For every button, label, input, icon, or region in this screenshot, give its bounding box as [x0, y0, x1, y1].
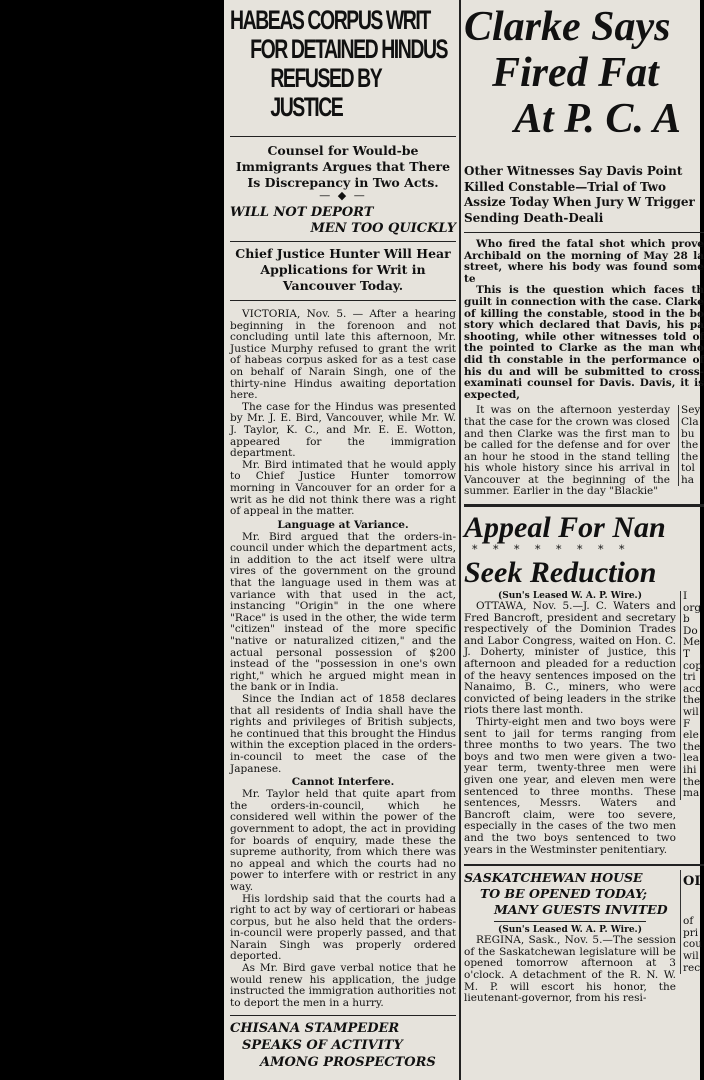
lead-paragraph: Who fired the fatal shot which prove Archibald on the morning of May 28 la street, where his body was found some te	[464, 238, 704, 285]
fragment: acc	[683, 682, 702, 695]
fragment: Sey	[681, 404, 701, 417]
deck2-line-1: WILL NOT DEPORT	[230, 205, 374, 220]
clarke-article-column	[464, 0, 704, 1080]
clarke-line-2: Fired Fat	[492, 50, 659, 96]
newspaper-page	[224, 0, 704, 1080]
fragment: cou	[683, 938, 702, 951]
fragment: cop	[683, 659, 702, 672]
wire-credit: (Sun's Leased W. A. P. Wire.)	[498, 925, 642, 936]
sask-side-fragment	[680, 870, 702, 974]
clarke-headline	[464, 4, 704, 142]
fragment: org	[683, 601, 702, 614]
fragment: ma	[683, 787, 700, 800]
paragraph: Mr. Bird argued that the orders-in-council under which the department acts, in addition to the act itself were ultra vires of the government on the ground that the language used in them was at variance with that used in the act, instancing "Origin" in the one where "Race" is used in the other, the wide term "citizen" instead of the more specific "native or naturalized citizen," and the actual personal possession of $200 instead of the "possession in one's own right," which he argued might mean in the bank or in India.	[230, 530, 456, 694]
paragraph: The case for the Hindus was presented by Mr. J. E. Bird, Vancouver, while Mr. W. J. Taylor, K. C., and Mr. E. E. Wotton, appeared for the immigration department.	[230, 400, 456, 460]
star-divider: * * * * * * * *	[472, 543, 631, 557]
fragment: lea	[683, 752, 699, 765]
seek-headline: Seek Reduction	[464, 556, 657, 590]
paragraph: His lordship said that the courts had a right to act by way of certiorari or habeas corpus, but he also held that the orders-in-council were properly passed, and that Narain Singh was properly ordered deported.	[230, 892, 456, 963]
clarke-lead	[464, 239, 704, 401]
paragraph: Mr. Taylor held that quite apart from the orders-in-council, which he considered well within the power of the government to adopt, the act in providing for boards of enquiry, made these the supreme authority, from which there was no appeal and which the courts had no power to interfere with or restrict in any way.	[230, 788, 456, 893]
sask-line-1: SASKATCHEWAN HOUSE	[464, 870, 643, 886]
fragment: ihi	[683, 763, 697, 776]
deck-will-not-deport	[230, 205, 456, 237]
sask-line-3: MANY GUESTS INVITED	[494, 902, 668, 918]
lead-paragraph-2: This is the question which faces th guilt in connection with the case. Clarke of killing the constable, stood in the bo story which declared that Davis, his pa shooting, while other witnesses told of the pointed to Clarke as the man who did th constable in the performance of his du and will be submitted to cross-examinati counsel for Davis. Davis, it is expected,	[464, 284, 704, 401]
fragment: Do	[683, 624, 698, 637]
fragment: OI	[683, 874, 701, 890]
subhead-language: Language at Variance.	[277, 518, 409, 531]
saskatchewan-headline	[464, 870, 676, 918]
chisana-line-1: CHISANA STAMPEDER	[230, 1021, 400, 1037]
fragment: ha	[681, 473, 695, 486]
deck-counsel: Counsel for Would-be Immigrants Argues that There Is Discrepancy in Two Acts.	[235, 143, 451, 190]
fragment: the	[683, 694, 701, 707]
headline-line-3: REFUSED BY JUSTICE	[270, 63, 381, 122]
appeal-headline: Appeal For Nan	[464, 511, 666, 545]
fragment: b	[683, 613, 690, 626]
fragment: tol	[681, 462, 695, 475]
fragment: F	[683, 717, 691, 730]
fragment: the	[683, 775, 701, 788]
fragment: pri	[683, 926, 699, 939]
deck2-line-2: MEN TOO QUICKLY	[310, 221, 456, 236]
paragraph: Mr. Bird intimated that he would apply to Chief Justice Hunter tomorrow morning in Vancouver for an order for a writ as he did not think there was a right of appeal in the matter.	[230, 458, 456, 518]
paragraph: Thirty-eight men and two boys were sent to jail for terms ranging from three months to two years. The two boys and two men were given a two-year term, twenty-three men were given one year, and eleven men were sentenced to three months. These sentences, Messrs. Waters and Bancroft claim, were too severe, especially in the cases of the two men and the two boys sentenced to two years in the Westminster penitentiary.	[464, 716, 676, 856]
clarke-body	[464, 405, 670, 498]
clarke-line-3: At P. C. A	[514, 96, 681, 142]
fragment: I	[683, 590, 688, 603]
paragraph: OTTAWA, Nov. 5.—J. C. Waters and Fred Bancroft, president and secretary respectively of the Dominion Trades and Labor Congress, waited on Hon. C. J. Doherty, minister of justice, this afternoon and pleaded for a reduction of the heavy sentences imposed on the Nanaimo, B. C., miners, who were convicted of being leaders in the strike riots there last month.	[464, 600, 676, 717]
clarke-line-1: Clarke Says	[464, 4, 671, 50]
fragment: Cla	[681, 415, 699, 428]
appeal-side-fragment	[680, 591, 702, 800]
subhead-cannot-interfere: Cannot Interfere.	[291, 776, 395, 789]
saskatchewan-article	[464, 870, 676, 1005]
column-rule	[459, 0, 461, 1080]
wire-credit: (Sun's Leased W. A. P. Wire.)	[498, 591, 642, 602]
fragment: wil	[683, 949, 699, 962]
chisana-line-3: AMONG PROSPECTORS	[260, 1055, 436, 1071]
paragraph: It was on the afternoon yesterday that the case for the crown was closed and then Clarke was the first man to be called for the defense and for over an hour he stood in the stand telling his whole history since his arrival in Vancouver at the beginning of the summer. Earlier in the day "Blackie"	[464, 404, 670, 498]
fragment: Me	[683, 636, 700, 649]
fragment: bu	[681, 427, 695, 440]
fragment: of	[683, 915, 694, 928]
chisana-line-2: SPEAKS OF ACTIVITY	[242, 1038, 403, 1054]
paragraph: As Mr. Bird gave verbal notice that he would renew his application, the judge instructed the immigration authorities not to deport the men in a hurry.	[230, 962, 456, 1009]
hindus-article-body	[230, 309, 456, 1009]
clarke-side-fragment	[678, 405, 700, 486]
headline-line-1: HABEAS CORPUS WRIT	[230, 5, 430, 35]
fragment: the	[681, 450, 699, 463]
saskatchewan-body	[464, 935, 676, 1005]
hindus-headline	[230, 6, 453, 122]
hindus-article-column: HABEAS CORPUS WRIT FOR DETAINED HINDUS REFUSED BY JUSTICE Counsel for Would-be Immigrants Argues that There Is Discrepancy in Two Acts. — ◆ — WILL NOT DEPORT MEN TOO QUICKLY Chief Justice Hunter Will Hear Applications for Writ in Vancouver Today. VICTORIA, Nov. 5. — After a hearing beginning in the forenoon and not concluding until late this afternoon, Mr. Justice Murphy refused to grant the writ of habeas corpus asked for as a test case on behalf of Narain Singh, one of the thirty-nine Hindus awaiting deportation here. The case for the Hindus was presented by Mr. J. E. Bird, Vancouver, while Mr. W. J. Taylor, K. C., and Mr. E. E. Wotton, appeared for the immigration department. Mr. Bird intimated that he would apply to Chief Justice Hunter tomorrow morning in Vancouver for an order for a writ as he did not think there was a right of appeal in the matter. Language at Variance. Mr. Bird argued that the orders-in-council under which the department acts, in addition to the act itself were ultra vires of the government on the ground that the language used in them was at variance with that used in the act, instancing "Origin" in the one where "Race" is used in the other, the wide term "citizen" instead of the more specific "native or naturalized citizen," and the actual personal possession of $200 instead of the "possession in one's own right," which he argued might mean in the bank or in India. Since the Indian act of 1858 declares that all residents of India shall have the rights and privileges of British subjects, he continued that this brought the Hindus within the exception placed in the orders-in-council to meet the case of the Japanese. Cannot Interfere. Mr. Taylor held that quite apart from the orders-in-council, which he considered well within the power of the government to adopt, the act in providing for boards of enquiry, made these the supreme authority, from which there was no appeal and which the courts had no power to interfere with or restrict in any way. His lordship said that the courts had a right to act by way of certiorari or habeas corpus, but he also held that the orders-in-council were properly passed, and that Narain Singh was properly ordered deported. As Mr. Bird gave verbal notice that he would renew his application, the judge instructed the immigration authorities not to deport the men in a hurry. CHISANA STAMPEDER SPEAKS OF ACTIVITY AMONG PROSPECTORS	[230, 5, 456, 1071]
sask-line-2: TO BE OPENED TODAY;	[480, 886, 648, 902]
fragment: ele	[683, 729, 699, 742]
fragment: the	[681, 439, 699, 452]
chisana-headline	[230, 1020, 456, 1071]
paragraph: REGINA, Sask., Nov. 5.—The session of the Saskatchewan legislature will be opened tomorrow afternoon at 3 o'clock. A detachment of the R. N. W. M. P. will escort his honor, the lieutenant-governor, from his resi-	[464, 934, 676, 1005]
deck-chief-justice: Chief Justice Hunter Will Hear Applications for Writ in Vancouver Today.	[235, 246, 451, 293]
clarke-deck: Other Witnesses Say Davis Point Killed Constable—Trial of Two Assize Today When Jury W Trigger Sending Death-Deali	[464, 164, 695, 225]
fragment: tri	[683, 671, 696, 684]
appeal-body	[464, 601, 676, 856]
fragment: the	[683, 740, 701, 753]
paragraph: VICTORIA, Nov. 5. — After a hearing beginning in the forenoon and not concluding until late this afternoon, Mr. Justice Murphy refused to grant the writ of habeas corpus asked for as a test case on behalf of Narain Singh, one of the thirty-nine Hindus awaiting deportation here.	[230, 308, 456, 402]
paragraph: Since the Indian act of 1858 declares that all residents of India shall have the rights and privileges of British subjects, he continued that this brought the Hindus within the exception placed in the orders-in-council to meet the case of the Japanese.	[230, 693, 456, 775]
fragment: T	[683, 648, 691, 661]
fragment: rec	[683, 961, 701, 974]
fragment: wil	[683, 706, 699, 718]
headline-line-2: FOR DETAINED HINDUS	[250, 34, 448, 64]
appeal-article	[464, 591, 676, 856]
